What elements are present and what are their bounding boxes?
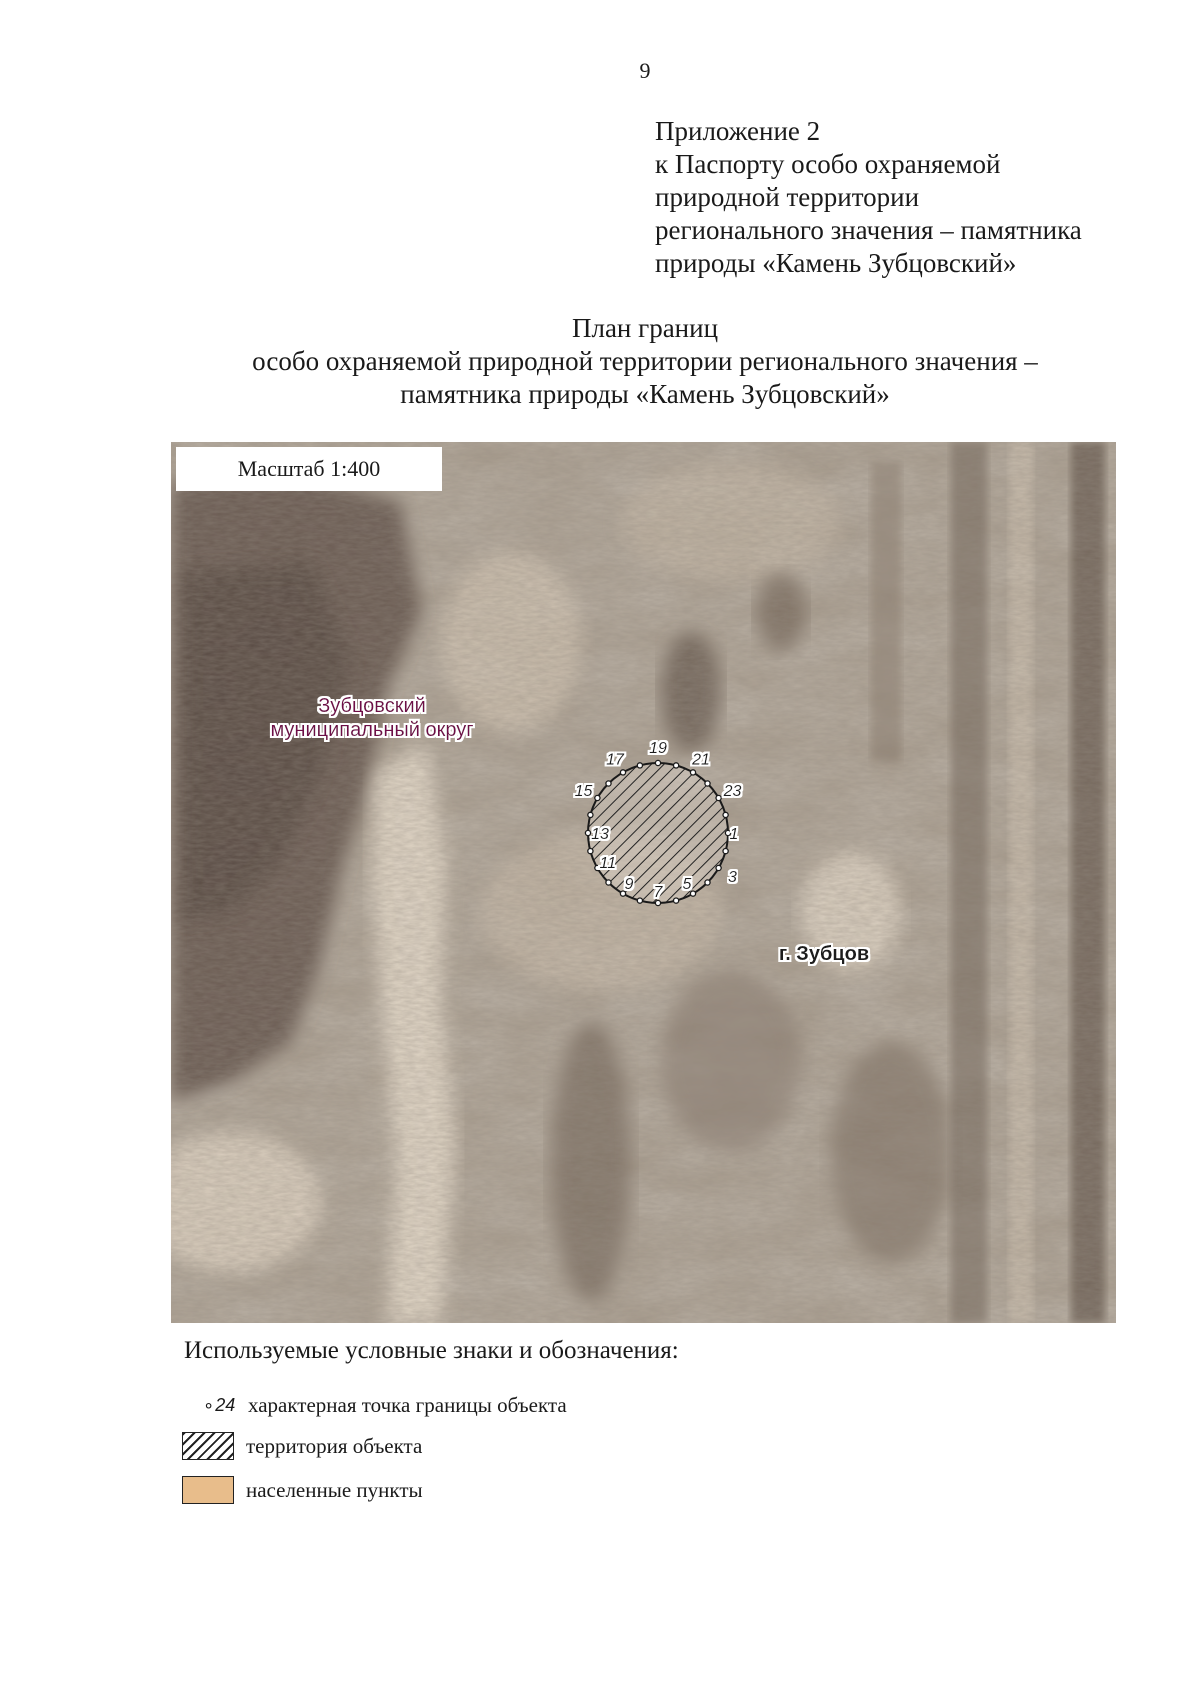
district-label-line1: Зубцовский xyxy=(318,695,426,717)
hatch-swatch-icon xyxy=(182,1432,234,1460)
appendix-block xyxy=(655,115,1175,280)
boundary-point xyxy=(723,812,728,817)
appendix-line: природы «Камень Зубцовский» xyxy=(655,248,1017,278)
town-label: г. Зубцов xyxy=(778,943,870,965)
boundary-point xyxy=(620,770,625,775)
boundary-point-label: 3 xyxy=(728,869,737,886)
boundary-point xyxy=(655,760,660,765)
boundary-point xyxy=(690,770,695,775)
boundary-point-label: 5 xyxy=(682,876,692,894)
legend-item-boundary-point xyxy=(182,1390,567,1420)
plan-title-line: особо охраняемой природной территории регионального значения – xyxy=(252,346,1038,376)
boundary-point-label: 23 xyxy=(723,783,742,800)
boundary-point xyxy=(655,900,660,905)
appendix-line: природной территории xyxy=(655,182,920,212)
district-label-line2: муниципальный округ xyxy=(270,719,474,741)
boundary-point xyxy=(588,812,593,817)
boundary-point xyxy=(585,830,590,835)
settlement-swatch-icon xyxy=(182,1476,234,1504)
legend-item-settlements xyxy=(182,1475,423,1505)
boundary-point-label: 17 xyxy=(606,751,624,769)
page-number: 9 xyxy=(639,58,651,83)
map-image[interactable] xyxy=(171,442,1116,1323)
boundary-point xyxy=(637,898,642,903)
boundary-point xyxy=(606,781,611,786)
legend-item-territory xyxy=(182,1431,422,1461)
boundary-point-label: 15 xyxy=(574,783,593,800)
boundary-point xyxy=(674,898,679,903)
boundary-point xyxy=(723,849,728,854)
boundary-point xyxy=(637,763,642,768)
boundary-point-label: 19 xyxy=(649,740,667,757)
boundary-point-label: 21 xyxy=(692,751,710,769)
plan-title xyxy=(0,312,1200,411)
boundary-point xyxy=(606,880,611,885)
boundary-point xyxy=(674,763,679,768)
legend-title: Используемые условные знаки и обозначения: xyxy=(184,1337,679,1364)
map-frame[interactable] xyxy=(171,442,1116,1323)
boundary-point-label: 13 xyxy=(591,826,609,843)
boundary-point-label: 1 xyxy=(729,826,739,843)
boundary-point xyxy=(716,865,721,870)
appendix-line: регионального значения – памятника xyxy=(655,215,1082,245)
boundary-point xyxy=(705,880,710,885)
plan-title-line: План границ xyxy=(571,313,719,343)
boundary-point xyxy=(705,781,710,786)
appendix-line: к Паспорту особо охраняемой xyxy=(655,149,1001,179)
legend-point-number: 24 xyxy=(215,1394,236,1415)
boundary-point xyxy=(595,795,600,800)
appendix-line: Приложение 2 xyxy=(655,116,821,146)
legend-item-label: населенные пункты xyxy=(246,1477,423,1502)
boundary-point-label: 9 xyxy=(624,876,634,894)
boundary-point-label: 11 xyxy=(599,855,617,872)
boundary-point-icon: ∘ 24 xyxy=(203,1394,236,1415)
boundary-point xyxy=(588,849,593,854)
legend-item-label: территория объекта xyxy=(246,1433,423,1458)
legend-item-label: характерная точка границы объекта xyxy=(248,1392,567,1417)
boundary-point xyxy=(716,795,721,800)
scale-label: Масштаб 1:400 xyxy=(176,447,442,491)
boundary-point-label: 7 xyxy=(653,884,663,901)
plan-title-line: памятника природы «Камень Зубцовский» xyxy=(400,379,890,409)
